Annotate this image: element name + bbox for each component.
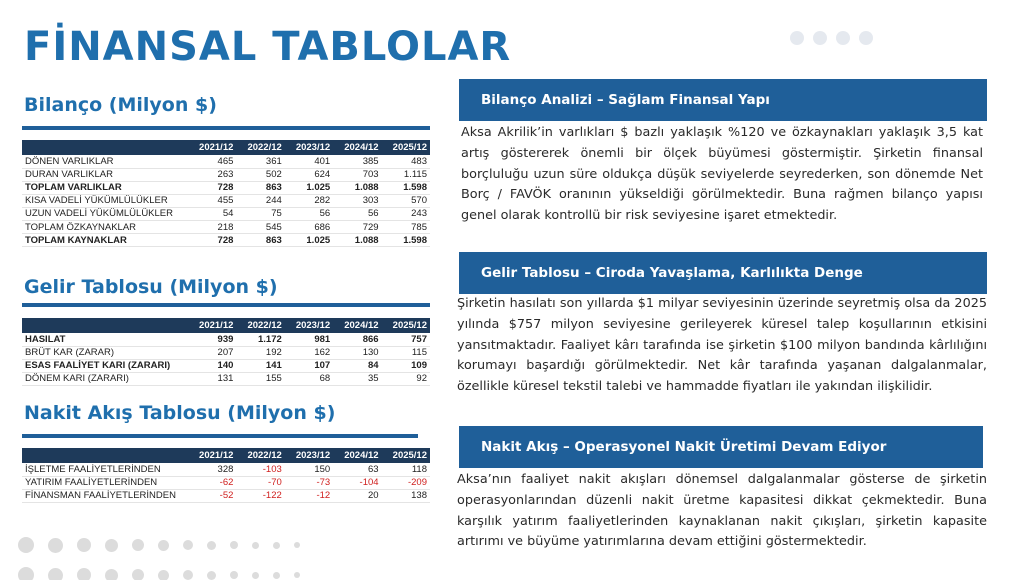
- row-label: DÖNEM KARI (ZARARI): [22, 372, 188, 385]
- decorative-dots-top: [790, 31, 873, 45]
- row-value: 207: [188, 346, 236, 359]
- balance-sheet-title: Bilanço (Milyon $): [24, 94, 217, 116]
- row-value: 138: [382, 489, 430, 502]
- table-header-year: 2025/12: [382, 318, 430, 333]
- balance-sheet-divider: [22, 126, 430, 130]
- table-row: [22, 372, 430, 385]
- row-label: UZUN VADELİ YÜKÜMLÜLÜKLER: [22, 207, 188, 220]
- row-value: 328: [188, 463, 236, 476]
- dot: [77, 568, 91, 580]
- row-value: 303: [333, 194, 381, 207]
- dot: [132, 539, 144, 551]
- table-header-year: 2023/12: [285, 140, 333, 155]
- page-title: FİNANSAL TABLOLAR: [24, 24, 512, 70]
- dot: [158, 570, 169, 580]
- balance-sheet-table: [22, 140, 430, 247]
- table-row: [22, 489, 430, 502]
- row-value: -209: [382, 476, 430, 489]
- table-header-year: 2021/12: [188, 318, 236, 333]
- income-statement-title: Gelir Tablosu (Milyon $): [24, 276, 278, 298]
- row-value: 863: [236, 181, 284, 194]
- dot: [252, 572, 259, 579]
- table-header-year: 2022/12: [236, 140, 284, 155]
- table-header-label-cell: [22, 318, 188, 333]
- table-row: [22, 333, 430, 346]
- row-value: 54: [188, 207, 236, 220]
- row-value: 243: [382, 207, 430, 220]
- row-label: TOPLAM VARLIKLAR: [22, 181, 188, 194]
- cashflow-analysis-text: Aksa’nın faaliyet nakit akışları dönemsel dalgalanmalar gösterse de şirketin operasyonlarından düzenli nakit üretme kapasitesi dikkat çekmektedir. Buna karşılık yatırım faaliyetlerinden kaynaklanan nakit çıkışları, şirketin kapasite artırımı ve büyüme yatırımlarına devam ettiğini göstermektedir.: [457, 472, 987, 550]
- decorative-dots-bottom: [18, 535, 438, 580]
- dot: [294, 572, 300, 578]
- table-row: [22, 234, 430, 247]
- row-value: 981: [285, 333, 333, 346]
- dot: [294, 542, 300, 548]
- row-value: -62: [188, 476, 236, 489]
- table-row: [22, 346, 430, 359]
- row-value: 483: [382, 155, 430, 168]
- table-row: [22, 476, 430, 489]
- row-value: 20: [333, 489, 381, 502]
- dot: [183, 540, 193, 550]
- dot: [183, 570, 193, 580]
- dot: [790, 31, 804, 45]
- row-label: TOPLAM ÖZKAYNAKLAR: [22, 220, 188, 233]
- table-header-year: 2022/12: [236, 448, 284, 463]
- row-value: 84: [333, 359, 381, 372]
- balance-analysis-header: Bilanço Analizi – Sağlam Finansal Yapı: [459, 79, 987, 121]
- row-value: 757: [382, 333, 430, 346]
- row-value: 118: [382, 463, 430, 476]
- row-value: 218: [188, 220, 236, 233]
- dot: [859, 31, 873, 45]
- table-row: [22, 155, 430, 168]
- row-value: 244: [236, 194, 284, 207]
- table-header-label-cell: [22, 140, 188, 155]
- row-value: 150: [285, 463, 333, 476]
- dot: [252, 542, 259, 549]
- balance-analysis-text: Aksa Akrilik’in varlıkları $ bazlı yaklaşık %120 ve özkaynakları yaklaşık 3,5 kat artış göstererek önemli bir ölçek büyümesi göstermiştir. Şirketin finansal borçluluğu uzun süre oldukça düşük seviyelerde seyrederken, son dönemde Net Borç / FAVÖK oranının yükseldiği görülmektedir. Buna rağmen bilanço yapısı genel olarak kontrollü bir risk seviyesine işaret etmektedir.: [461, 125, 983, 224]
- cash-flow-table: [22, 448, 430, 503]
- table-header-year: 2024/12: [333, 448, 381, 463]
- row-value: 385: [333, 155, 381, 168]
- row-value: -70: [236, 476, 284, 489]
- row-value: 1.172: [236, 333, 284, 346]
- dot: [105, 569, 118, 580]
- dot: [18, 567, 34, 580]
- row-value: 866: [333, 333, 381, 346]
- row-value: 56: [285, 207, 333, 220]
- table-header-year: 2025/12: [382, 140, 430, 155]
- row-value: 686: [285, 220, 333, 233]
- row-value: 455: [188, 194, 236, 207]
- row-value: 1.598: [382, 181, 430, 194]
- row-label: KISA VADELİ YÜKÜMLÜLÜKLER: [22, 194, 188, 207]
- dot: [813, 31, 827, 45]
- dot: [230, 541, 238, 549]
- row-value: 729: [333, 220, 381, 233]
- row-value: 361: [236, 155, 284, 168]
- row-value: 282: [285, 194, 333, 207]
- row-value: 401: [285, 155, 333, 168]
- table-header-year: 2024/12: [333, 318, 381, 333]
- table-header-year: 2021/12: [188, 448, 236, 463]
- row-value: 192: [236, 346, 284, 359]
- table-header-year: 2024/12: [333, 140, 381, 155]
- dot: [105, 539, 118, 552]
- row-value: 155: [236, 372, 284, 385]
- table-header-year: 2021/12: [188, 140, 236, 155]
- row-value: 131: [188, 372, 236, 385]
- row-value: 728: [188, 181, 236, 194]
- table-row: [22, 168, 430, 181]
- row-value: 465: [188, 155, 236, 168]
- table-row: [22, 359, 430, 372]
- dot: [207, 541, 216, 550]
- row-value: -104: [333, 476, 381, 489]
- row-value: -103: [236, 463, 284, 476]
- dot: [836, 31, 850, 45]
- table-header-year: 2023/12: [285, 318, 333, 333]
- table-row: [22, 220, 430, 233]
- row-value: -73: [285, 476, 333, 489]
- table-header-year: 2023/12: [285, 448, 333, 463]
- income-statement-table: [22, 318, 430, 386]
- table-row: [22, 463, 430, 476]
- income-statement-divider: [22, 303, 430, 307]
- row-value: 75: [236, 207, 284, 220]
- dot: [48, 568, 63, 580]
- table-header-year: 2022/12: [236, 318, 284, 333]
- row-label: YATIRIM FAALİYETLERİNDEN: [22, 476, 188, 489]
- row-value: 68: [285, 372, 333, 385]
- row-value: 570: [382, 194, 430, 207]
- cash-flow-divider: [22, 434, 418, 438]
- dot: [273, 572, 280, 579]
- row-value: 1.025: [285, 234, 333, 247]
- row-value: 502: [236, 168, 284, 181]
- row-label: HASILAT: [22, 333, 188, 346]
- row-value: 141: [236, 359, 284, 372]
- table-header-label-cell: [22, 448, 188, 463]
- row-value: 263: [188, 168, 236, 181]
- dot: [132, 569, 144, 580]
- row-value: 115: [382, 346, 430, 359]
- row-label: İŞLETME FAALİYETLERİNDEN: [22, 463, 188, 476]
- row-value: 109: [382, 359, 430, 372]
- row-value: 56: [333, 207, 381, 220]
- row-value: 1.088: [333, 181, 381, 194]
- row-label: DÖNEN VARLIKLAR: [22, 155, 188, 168]
- row-value: 545: [236, 220, 284, 233]
- row-value: 1.088: [333, 234, 381, 247]
- row-value: 162: [285, 346, 333, 359]
- row-label: BRÜT KAR (ZARAR): [22, 346, 188, 359]
- dot: [273, 542, 280, 549]
- dot: [18, 537, 34, 553]
- row-label: DURAN VARLIKLAR: [22, 168, 188, 181]
- table-header-year: 2025/12: [382, 448, 430, 463]
- dot: [77, 538, 91, 552]
- row-value: -122: [236, 489, 284, 502]
- income-analysis-text: Şirketin hasılatı son yıllarda $1 milyar seviyesinin üzerinde seyretmiş olsa da 2025 yılında $757 milyon seviyesine gerileyerek küresel talep koşullarının etkisini yansıtmaktadır. Faaliyet kârı tarafında ise şirketin $100 milyon bandında kârlılığını korumayı başardığı görülmektedir. Net kâr tarafında yaşanan dalgalanmalar, özellikle küresel tekstil talebi ve hammadde fiyatları ile yakından ilişkilidir.: [457, 296, 987, 395]
- income-analysis-header: Gelir Tablosu – Ciroda Yavaşlama, Karlılıkta Denge: [459, 252, 987, 294]
- row-value: 728: [188, 234, 236, 247]
- row-label: ESAS FAALİYET KARI (ZARARI): [22, 359, 188, 372]
- row-value: 1.115: [382, 168, 430, 181]
- row-value: 140: [188, 359, 236, 372]
- table-row: [22, 207, 430, 220]
- row-value: 107: [285, 359, 333, 372]
- row-value: 939: [188, 333, 236, 346]
- dot: [230, 571, 238, 579]
- row-label: FİNANSMAN FAALİYETLERİNDEN: [22, 489, 188, 502]
- cashflow-analysis-header: Nakit Akış – Operasyonel Nakit Üretimi Devam Ediyor: [459, 426, 983, 468]
- row-value: 63: [333, 463, 381, 476]
- row-label: TOPLAM KAYNAKLAR: [22, 234, 188, 247]
- row-value: 130: [333, 346, 381, 359]
- row-value: -52: [188, 489, 236, 502]
- table-row: [22, 194, 430, 207]
- dot: [207, 571, 216, 580]
- dot: [158, 540, 169, 551]
- row-value: 785: [382, 220, 430, 233]
- row-value: 35: [333, 372, 381, 385]
- cash-flow-title: Nakit Akış Tablosu (Milyon $): [24, 402, 336, 424]
- dot: [48, 538, 63, 553]
- row-value: 863: [236, 234, 284, 247]
- row-value: 1.598: [382, 234, 430, 247]
- table-row: [22, 181, 430, 194]
- row-value: -12: [285, 489, 333, 502]
- row-value: 1.025: [285, 181, 333, 194]
- row-value: 624: [285, 168, 333, 181]
- row-value: 92: [382, 372, 430, 385]
- row-value: 703: [333, 168, 381, 181]
